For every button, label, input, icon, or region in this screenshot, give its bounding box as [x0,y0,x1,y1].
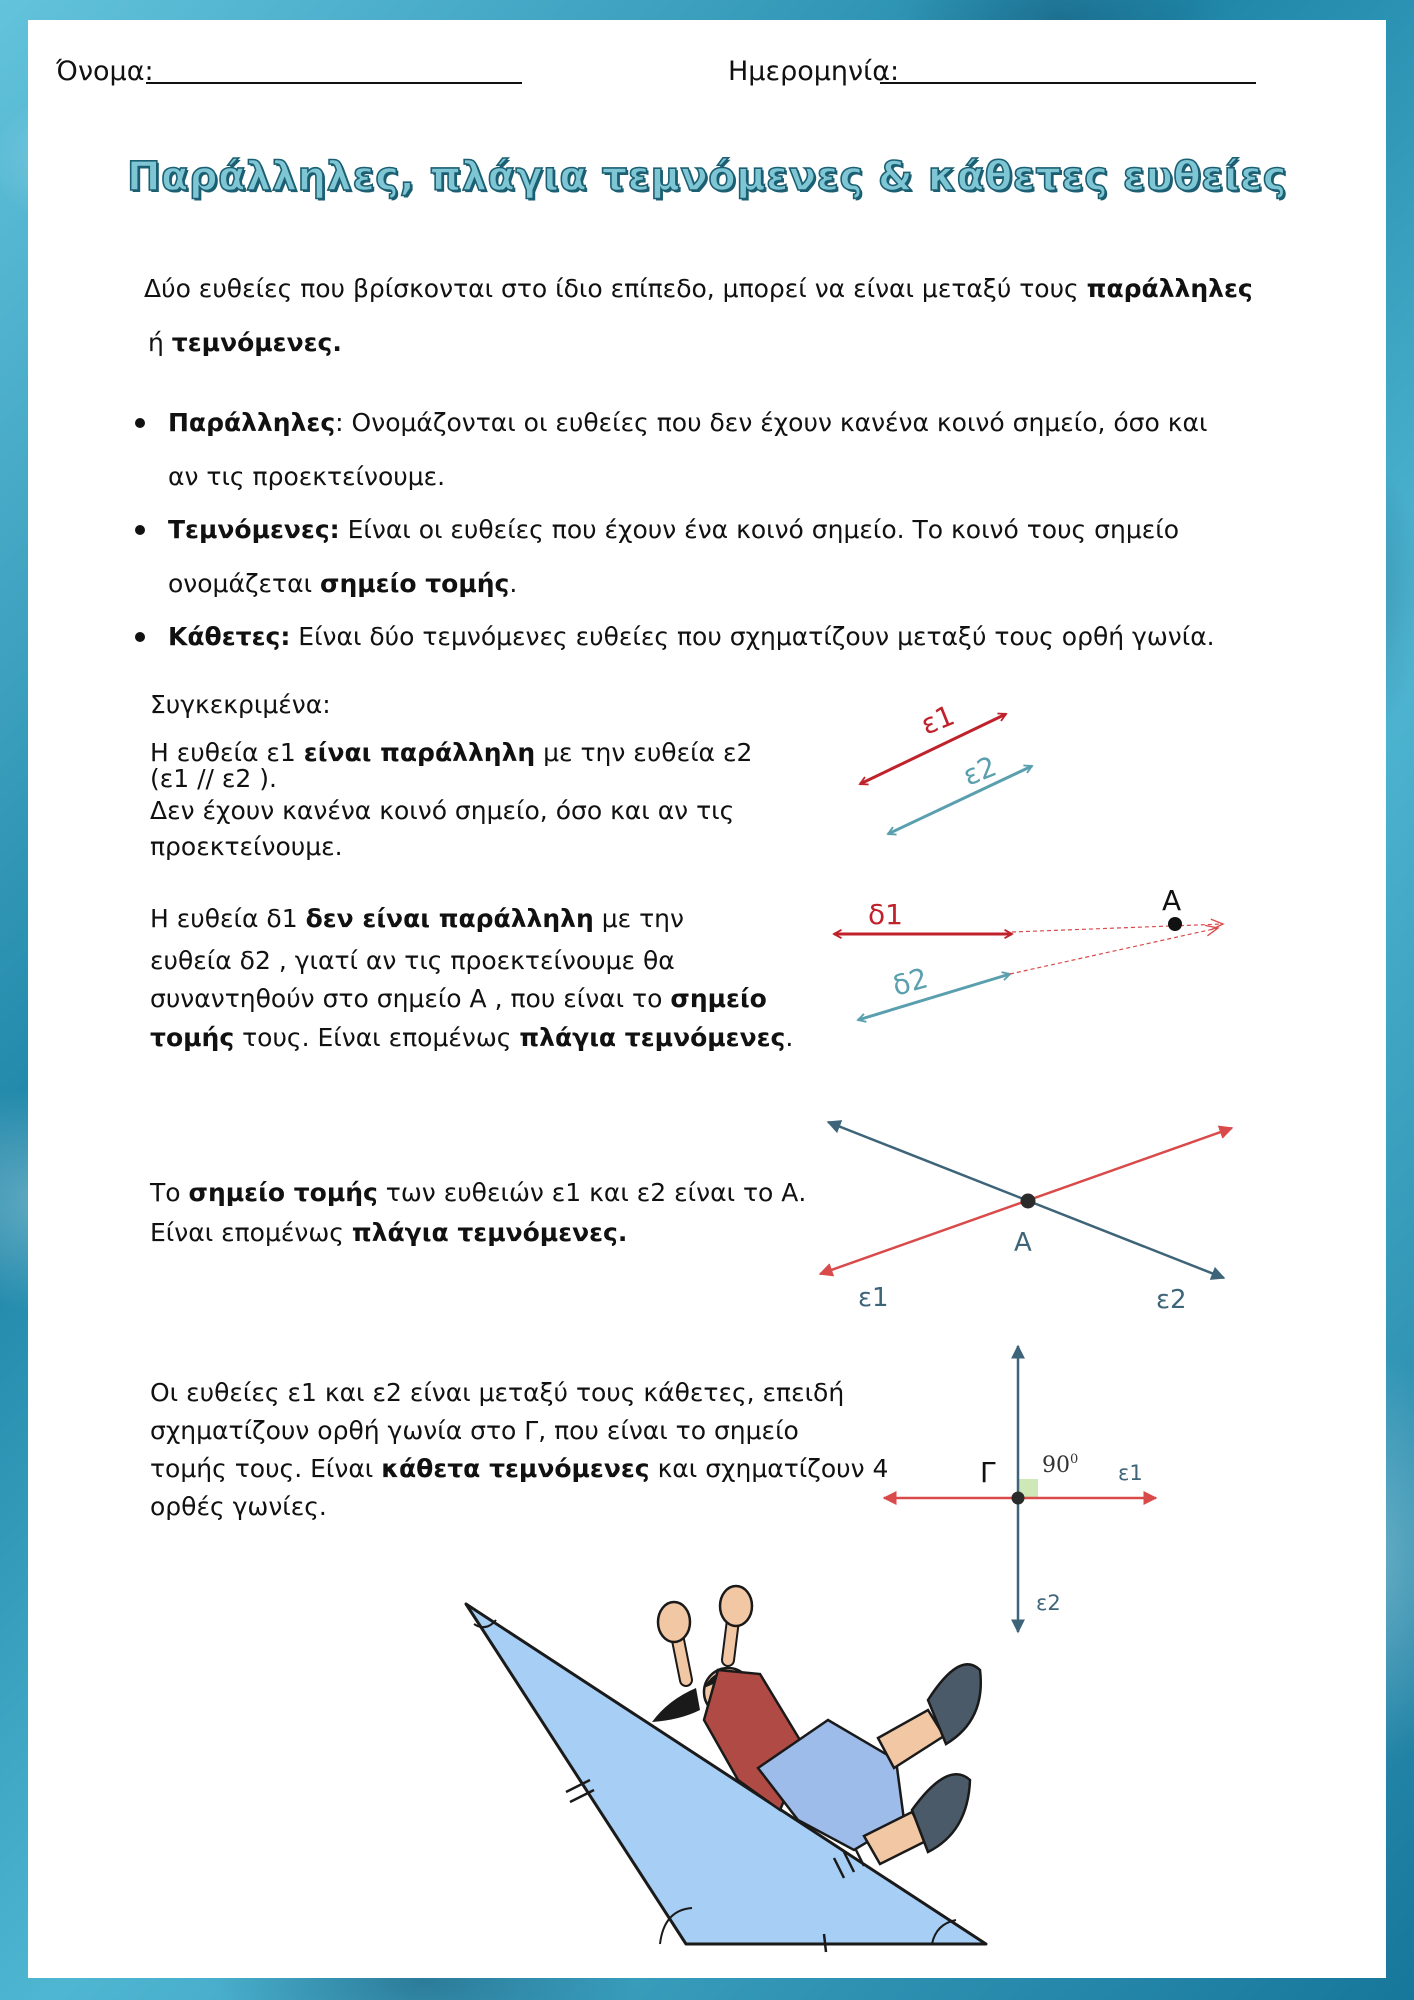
point-G [1012,1492,1025,1505]
girl-left-hand [658,1602,690,1642]
name-label: Όνομα: [56,56,154,87]
parallel-lines-figure [860,699,1032,834]
label-e1-oblique: ε1 [858,1283,889,1313]
label-e2: ε2 [958,749,1002,793]
label-G: Γ [980,1456,996,1489]
bullet-intersecting-line-2: ονομάζεται σημείο τομής. [168,569,518,598]
label-90-degrees: $90^0$ [1042,1452,1079,1478]
girl-on-triangle-illustration [466,1586,986,1952]
section2-line-3: συναντηθούν στο σημείο Α , που είναι το σημείο [150,984,767,1013]
girl-ponytail [652,1688,700,1722]
date-label: Ημερομηνία: [728,56,900,87]
girl-right-hand [720,1586,752,1626]
worksheet-page [28,20,1386,1978]
label-d1: δ1 [868,898,903,931]
section1-line-2: (ε1 // ε2 ). [150,764,277,793]
section2-line-1: Η ευθεία δ1 δεν είναι παράλληλη με την [150,904,684,933]
point-A [1168,917,1182,931]
figures-layer [28,20,1386,1978]
bullet-parallel-line-2: αν τις προεκτείνουμε. [168,462,446,491]
section1-heading: Συγκεκριμένα: [150,690,331,719]
intro-line-1: Δύο ευθείες που βρίσκονται στο ίδιο επίπεδο, μπορεί να είναι μεταξύ τους παράλληλες [144,274,1253,303]
extension-d1 [1012,924,1223,932]
line-d2 [858,974,1010,1020]
bullet-intersecting-line-1: Τεμνόμενες: Είναι οι ευθείες που έχουν ένα κοινό σημείο. Το κοινό τους σημείο [168,515,1180,544]
line-e2 [888,766,1032,834]
section3-line-2: Είναι επομένως πλάγια τεμνόμενες. [150,1218,628,1247]
section2-line-4: τομής τους. Είναι επομένως πλάγια τεμνόμενες. [150,1023,794,1052]
label-e2-oblique: ε2 [1156,1285,1187,1315]
label-e2-vertical: ε2 [1036,1591,1061,1615]
label-e1-horizontal: ε1 [1118,1461,1143,1485]
perpendicular-figure [884,1346,1156,1632]
label-e1: ε1 [916,698,960,742]
label-A: Α [1162,884,1182,917]
oblique-intersection-figure [820,1122,1232,1315]
page-title: Παράλληλες, πλάγια τεμνόμενες & κάθετες ευθείες [126,154,1288,200]
intersecting-extension-figure [834,884,1223,1020]
section4-line-3: τομής τους. Είναι κάθετα τεμνόμενες και σχηματίζουν 4 [150,1454,889,1483]
bullet-parallel-line-1: Παράλληλες: Ονομάζονται οι ευθείες που δεν έχουν κανένα κοινό σημείο, όσο και [168,408,1208,437]
section1-line-3: Δεν έχουν κανένα κοινό σημείο, όσο και αν τις [150,796,735,825]
extension-d2 [1010,928,1218,974]
label-d2: δ2 [888,961,932,1003]
section2-line-2: ευθεία δ2 , γιατί αν τις προεκτείνουμε θα [150,946,675,975]
section4-line-1: Οι ευθείες ε1 και ε2 είναι μεταξύ τους κάθετες, επειδή [150,1378,845,1407]
section1-line-4: προεκτείνουμε. [150,832,343,861]
point-A-oblique [1021,1194,1036,1209]
section3-line-1: Το σημείο τομής των ευθειών ε1 και ε2 είναι το Α. [150,1178,807,1207]
label-A-oblique: Α [1014,1228,1032,1258]
intro-line-2: ή τεμνόμενες. [148,328,342,357]
section4-line-4: ορθές γωνίες. [150,1492,327,1521]
bullet-perpendicular-line: Κάθετες: Είναι δύο τεμνόμενες ευθείες που σχηματίζουν μεταξύ τους ορθή γωνία. [168,622,1215,651]
section4-line-2: σχηματίζουν ορθή γωνία στο Γ, που είναι το σημείο [150,1416,799,1445]
section1-line-1: Η ευθεία ε1 είναι παράλληλη με την ευθεία ε2 [150,738,753,767]
